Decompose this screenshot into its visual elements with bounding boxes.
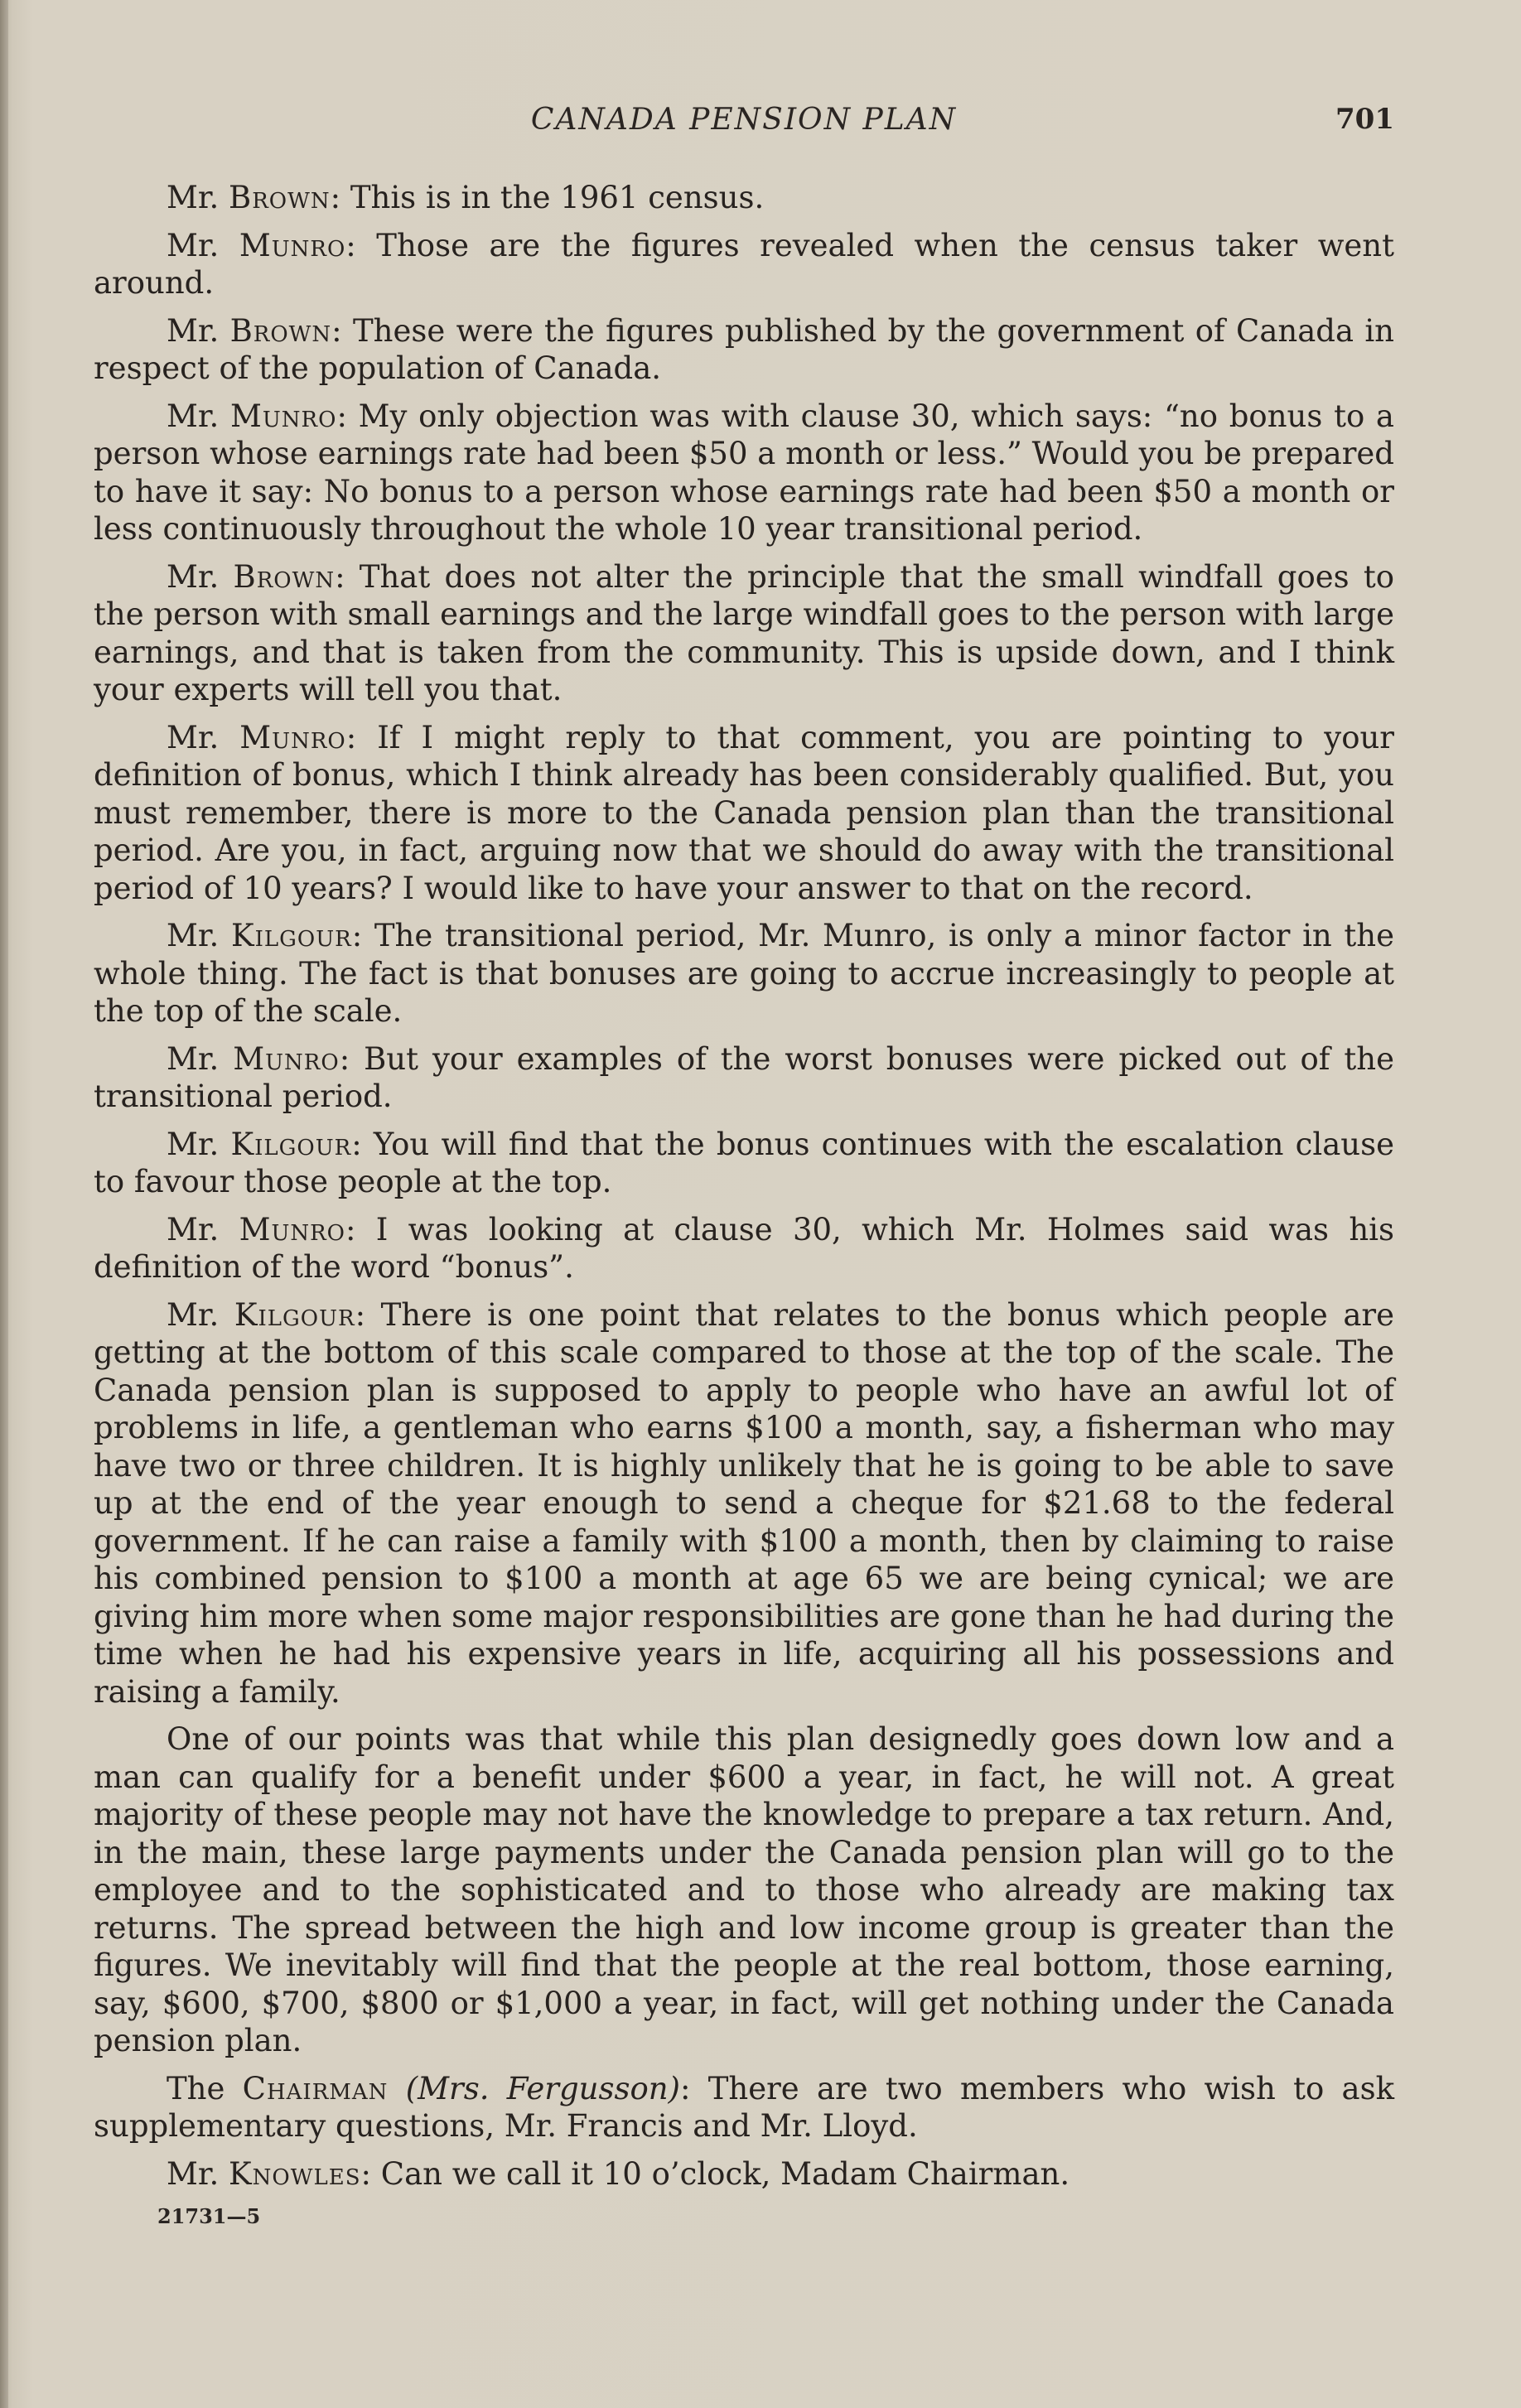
paragraph-brown-2 — [94, 312, 1394, 388]
signature-mark: 21731—5 — [157, 2204, 261, 2228]
speaker-colon: : — [345, 1211, 376, 1247]
paragraph-brown-3 — [94, 558, 1394, 709]
speaker-name: Kilgour — [230, 1126, 352, 1162]
speaker-name: Chairman — [242, 2070, 389, 2106]
paragraph-munro-5 — [94, 1211, 1394, 1286]
paragraph-text: One of our points was that while this plan designedly goes down low and a man can qualify for a benefit under $600 a year, in fact, he will not. A great majority of these people may not have the knowledge to prepare a tax return. And, in the main, these large payments under the Canada pension plan will go to the employee and to the sophisticated and to those who already are making tax returns. The spread between the high and low income group is greater than the figures. We inevitably will find that the people at the real bottom, those earning, say, $600, $700, $800 or $1,000 a year, in fact, will get nothing under the Canada pension plan. — [94, 1721, 1394, 2058]
speaker-prefix: Mr. — [167, 1211, 239, 1247]
speaker-colon: : — [336, 398, 359, 434]
speaker-colon: : — [351, 918, 374, 953]
running-head — [94, 103, 1394, 144]
paragraph-text: Those are the figures revealed when the census taker went around. — [94, 227, 1395, 301]
paragraph-text: But your examples of the worst bonuses were picked out of the transitional period. — [94, 1040, 1394, 1114]
paragraph-text: Can we call it 10 o’clock, Madam Chairman. — [380, 2155, 1070, 2192]
speaker-name: Knowles — [229, 2155, 361, 2192]
paragraph-munro-4 — [94, 1040, 1394, 1116]
paragraph-text: That does not alter the principle that the small windfall goes to the person with small earnings and the large windfall goes to the person with large earnings, and that is taken from the community. This is upside down, and I think your experts will tell you that. — [94, 558, 1394, 707]
speaker-colon: : — [345, 719, 378, 755]
paragraph-text: These were the figures published by the government of Canada in respect of the population of Canada. — [94, 312, 1395, 386]
speaker-prefix: The — [167, 2070, 243, 2106]
paragraph-chairman — [94, 2070, 1394, 2145]
paragraph-kilgour-continued — [94, 1720, 1394, 2060]
paragraph-kilgour-1 — [94, 917, 1394, 1030]
paragraph-text: The transitional period, Mr. Munro, is only a minor factor in the whole thing. The fact is that bonuses are going to accrue increasingly to people at the top of the scale. — [94, 918, 1394, 1029]
speaker-name: Munro — [239, 719, 346, 755]
paragraph-knowles — [94, 2155, 1394, 2193]
speaker-colon: : — [331, 312, 353, 349]
paragraph-text: If I might reply to that comment, you are pointing to your definition of bonus, which I think already has been considerably qualified. But, you must remember, there is more to the Canada pension plan than the transitional period. Are you, in fact, arguing now that we should do away with the transitional period of 10 years? I would like to have your answer to that on the record. — [94, 719, 1394, 906]
speaker-spacer — [388, 2071, 405, 2106]
speaker-name: Munro — [230, 398, 337, 434]
speaker-colon: : — [355, 1296, 381, 1333]
speaker-prefix: Mr. — [167, 1126, 231, 1162]
speaker-name: Brown — [229, 180, 331, 215]
speaker-prefix: Mr. — [167, 719, 240, 755]
transcript-body — [94, 179, 1394, 2203]
speaker-name: Munro — [239, 227, 346, 263]
speaker-colon: : — [679, 2070, 708, 2106]
speaker-note: (Mrs. Fergusson) — [405, 2070, 680, 2106]
binding-edge — [0, 0, 8, 2408]
speaker-prefix: Mr. — [167, 918, 231, 953]
paragraph-munro-3 — [94, 719, 1394, 908]
paragraph-text: There is one point that relates to the bonus which people are getting at the bottom of this scale compared to those at the top of the scale. The Canada pension plan is supposed to apply to people who have an awful lot of problems in life, a gentleman who earns $100 a month, say, a fisherman who may have two or three children. It is highly unlikely that he is going to be able to save up at the end of the year enough to send a cheque for $21.68 to the federal government. If he can raise a family with $100 a month, then by claiming to raise his combined pension to $100 a month at age 65 we are being cynical; we are giving him more when some major responsibilities are gone than he had during the time when he had his expensive years in life, acquiring all his possessions and raising a family. — [94, 1296, 1395, 1710]
speaker-colon: : — [351, 1126, 374, 1162]
paragraph-text: This is in the 1961 census. — [350, 180, 765, 215]
speaker-name: Munro — [239, 1211, 346, 1247]
paragraph-kilgour-2 — [94, 1126, 1394, 1201]
speaker-colon: : — [335, 558, 360, 595]
paragraph-munro-1 — [94, 227, 1394, 302]
speaker-colon: : — [360, 2155, 381, 2192]
speaker-name: Brown — [233, 558, 336, 595]
speaker-name: Brown — [229, 312, 332, 349]
paragraph-text: I was looking at clause 30, which Mr. Holmes said was his definition of the word “bonus”. — [94, 1211, 1394, 1285]
paragraph-text: My only objection was with clause 30, which says: “no bonus to a person whose earnings rate had been $50 a month or less.” Would you be prepared to have it say: No bonus to a person whose earnings rate had been $50 a month or less continuously throughout the whole 10 year transitional period. — [94, 398, 1394, 547]
speaker-prefix: Mr. — [167, 1040, 234, 1077]
speaker-colon: : — [345, 227, 377, 263]
speaker-name: Kilgour — [234, 1296, 355, 1333]
running-title: CANADA PENSION PLAN — [530, 103, 958, 137]
paragraph-munro-2 — [94, 398, 1394, 548]
speaker-prefix: Mr. — [167, 558, 234, 595]
paragraph-brown-1 — [94, 179, 1394, 217]
speaker-prefix: Mr. — [167, 398, 230, 434]
paragraph-text: There are two members who wish to ask supplementary questions, Mr. Francis and Mr. Lloyd. — [94, 2070, 1395, 2144]
speaker-prefix: Mr. — [167, 227, 239, 263]
speaker-prefix: Mr. — [167, 312, 230, 349]
speaker-name: Kilgour — [230, 918, 352, 953]
speaker-name: Munro — [233, 1040, 340, 1077]
speaker-prefix: Mr. — [167, 180, 229, 215]
paragraph-kilgour-3 — [94, 1296, 1394, 1711]
speaker-prefix: Mr. — [167, 1296, 234, 1333]
speaker-colon: : — [339, 1040, 365, 1077]
speaker-colon: : — [330, 180, 350, 215]
paragraph-text: You will find that the bonus continues with the escalation clause to favour those people at the top. — [94, 1126, 1395, 1199]
page-number: 701 — [1335, 103, 1394, 136]
speaker-prefix: Mr. — [167, 2155, 229, 2192]
